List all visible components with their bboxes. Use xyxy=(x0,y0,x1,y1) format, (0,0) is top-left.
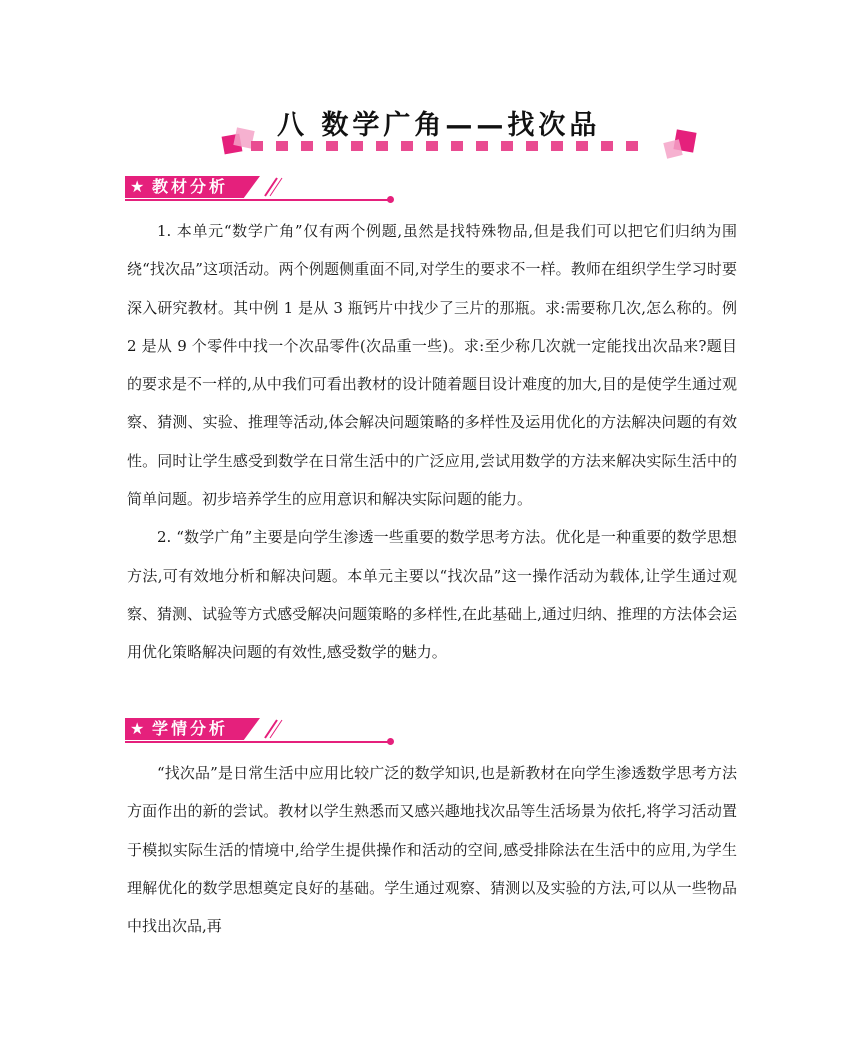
learning-analysis-body xyxy=(127,754,737,945)
section-header-learning-analysis xyxy=(125,718,400,748)
section-title: 教材分析 xyxy=(152,177,229,196)
section-underline-dot xyxy=(387,738,394,745)
title-dash-line xyxy=(251,141,671,151)
paragraph: “找次品”是日常生活中应用比较广泛的数学知识,也是新教材在向学生渗透数学思考方法方面作出的新的尝试。教材以学生熟悉而又感兴趣地找次品等生活场景为依托,将学习活动置于模拟实际生活的情境中,给学生提供操作和活动的空间,感受排除法在生活中的应用,为学生理解优化的数学思想奠定良好的基础。学生通过观察、猜测以及实验的方法,可以从一些物品中找出次品,再 xyxy=(127,764,737,936)
section-underline xyxy=(125,199,390,201)
star-icon: ★ xyxy=(130,177,145,196)
section-underline-dot xyxy=(387,196,394,203)
paragraph: 2. “数学广角”主要是向学生渗透一些重要的数学思考方法。优化是一种重要的数学思想方法,可有效地分析和解决问题。本单元主要以“找次品”这一操作活动为载体,让学生通过观察、猜测、试验等方式感受解决问题策略的多样性,在此基础上,通过归纳、推理的方法体会运用优化策略解决问题的有效性,感受数学的魅力。 xyxy=(127,528,737,662)
paragraph: 1. 本单元“数学广角”仅有两个例题,虽然是找特殊物品,但是我们可以把它们归纳为围绕“找次品”这项活动。两个例题侧重面不同,对学生的要求不一样。教师在组织学生学习时要深入研究教材。其中例 1 是从 3 瓶钙片中找少了三片的那瓶。求:需要称几次,怎么称的。例 2 是从 9 个零件中找一个次品零件(次品重一些)。求:至少称几次就一定能找出次品来?题目的要求是不一样的,从中我们可看出教材的设计随着题目设计难度的加大,目的是使学生通过观察、猜测、实验、推理等活动,体会解决问题策略的多样性及运用优化的方法解决问题的有效性。同时让学生感受到数学在日常生活中的广泛应用,尝试用数学的方法来解决实际生活中的简单问题。初步培养学生的应用意识和解决实际问题的能力。 xyxy=(127,222,737,509)
section-header-teaching-analysis xyxy=(125,176,400,206)
section-title: 学情分析 xyxy=(152,719,229,738)
slash-decor-icon xyxy=(255,718,285,740)
teaching-analysis-body xyxy=(127,212,737,672)
star-icon: ★ xyxy=(130,719,145,738)
page-title: 八 数学广角——找次品 xyxy=(277,110,601,141)
section-underline xyxy=(125,741,390,743)
slash-decor-icon xyxy=(255,176,285,198)
title-banner xyxy=(215,95,705,170)
